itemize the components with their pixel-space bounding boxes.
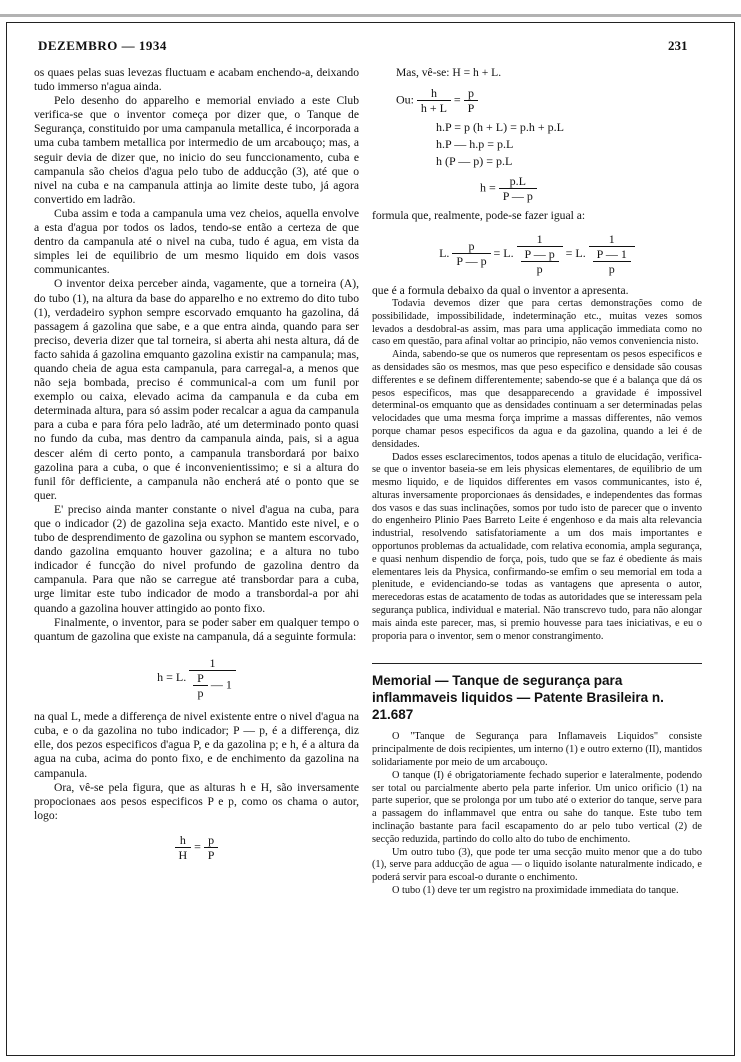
paragraph: O tanque (I) é obrigatoriamente fechado superior e lateralmente, podendo ser total ou parcialmente aberto pela parte inferior. Um unico orificio (1) na parte superior, que se prolonga por um tubo até o exterior do tanque, serve para a passagem do inflammavel que entra ou sahe do tanque. Este tubo tem inclinação bastante para facil escapamento do ar pelo tubo vertical (2) de secção reduzida, partindo do collo alto do tubo de enchimento. <box>372 769 702 845</box>
paragraph: O "Tanque de Segurança para Inflamaveis Liquidos" consiste principalmente de dois recipientes, um interno (1) e outro externo (II), mantidos solidariamente por meio de um arcabouço. <box>372 731 702 769</box>
paragraph: Todavia devemos dizer que para certas demonstrações como de possibilidade, impossibilidade, indeterminação etc., muitas vezes somos levados a desdobral-as assim, mas para uma applicação immediata como no caso em questão, para afinal voltar ao principio, não vemos conveniencia nisto. <box>372 297 702 348</box>
paragraph: Ainda, sabendo-se que os numeros que representam os pesos especificos e as densidades são os mesmos, mas que peso especifico e densidade são cousas differentes e se definem differentemente; sabendo-se que é a balança que dá os pesos especificos, mas que desapparecendo a gravidade é impossivel determinal-os emquanto que as densidades continuam a ser determinadas pelas velocidades que uma mesma força imprime a massas differentes, não vemos porque chamar pesos especificos da agua e da gazolina, quando a lei é de densidades. <box>372 349 702 450</box>
paragraph: E' preciso ainda manter constante o nivel d'agua na cuba, para que o indicador (2) de gazolina seja exacto. Mantido este nivel, e o tubo de desprendimento de gazolina ou syphon se mantem escorvado, dando gazolina emquanto houver gazolina; e a altura no tubo indicador é funcção do nivel profundo de gazolina dentro da campanula. Para que não se carregue até transbordar para a cuba, urge limitar este tubo indicador de modo a transbordal-a por ahi quando a gazolina houver attingido ao ponto fixo. <box>34 502 359 615</box>
paragraph: O inventor deixa perceber ainda, vagamente, que a torneira (A), do tubo (1), na altura da base do apparelho e no extremo do dito tubo (1), verdadeiro syphon sempre escorvado emquanto ha gazolina, dá passagem á gazolina que sabe, e a que entra ainda, quando para ser preciso, deveria dizer que tal torneira, si aberta ahi nesta altura, dá de facto sahida á gazolina emquanto gazolina existir na campanula; mas, quando cheia de agua esta campanula, para carregal-a, a menos que não seja bombada, preciso é communical-a com um funil por exemplo ou caixa, elevado acima da campanula e da cuba em determinada altura, para só assim poder recalcar a agua da campanula para a cuba e para fóra pelo ladrão, até um determinado ponto quasi no fundo da cuba, mas dentro da campanula ainda, pais, si a agua descer além di certo ponto, a campanula transbordará por baixo gazolina para a cuba, o que é inconvenientissimo; e si a altura do funil fôr defficiente, a campanula não encherá até o ponto que se quer. <box>34 277 359 502</box>
formula-expanded: L. $\frac{p}{P — p}$ = L. $\frac{1}{\frac{P — p}{p}}$ = L. $\frac{1}{\frac{P — 1}{p}}$ <box>372 232 702 276</box>
right-column <box>372 66 702 898</box>
paragraph: Cuba assim e toda a campanula uma vez cheios, aquella envolve a esta d'agua por todos os lados, tendo-se então a certeza de que dentro da campanula até o nivel na cuba, tudo é agua, em vista da simples lei de equilibrio de um mesmo liquido em dois vasos communicantes. <box>34 206 359 277</box>
formula-main: h = L. 1 $\frac{P}{p}$ — 1 <box>34 656 359 700</box>
section-divider <box>372 663 702 664</box>
paragraph: Dados esses esclarecimentos, todos apenas a titulo de elucidação, verifica-se que o inventor baseia-se em leis physicas elementares, de equilibrio de um mesmo liquido, e de liquidos differentes em vasos communicantes, isto é, alturas inversamente proporcionaes ás densidades, e independentes das formas dos vasos e das suas inclinações, somos por tudo isto de parecer que o invento do engenheiro Plinio Paes Barreto Leite é engenhoso e da mais alta relevancia industrial, resolvendo satisfatoriamente a um dos mais importantes e opportunos problemas da actualidade, com relativa economia, ampla segurança, e quasi nenhum dispendio de força, pois, tudo que se faz é obediente ás mais elementares leis da Physica, confirmando-se emfim o seu memorial em toda a plenitude, e evidenciando-se todas as vantagens que apresenta o autor, merecedoras estas de acatamento de todas as autoridades que se interessam pela segurança publica, individual e material. Não transcrevo tudo, para não alongar mais ainda este parecer, mas, si premio houvesse para taes iniciativas, e eu o proporia para o inventor, sem o menor constrangimento. <box>372 451 702 642</box>
paragraph: Ora, vê-se pela figura, que as alturas h e H, são inversamente propocionaes aos pesos especificos P e p, como os chama o autor, logo: <box>34 780 359 822</box>
paragraph: Pelo desenho do apparelho e memorial enviado a este Club verifica-se que o inventor começa por dizer que, o Tanque de Segurança, constituido por uma campanula metallica, é incorporada a uma cuba tambem metallica por intermedio de um arcabouço; mas, a seguir devia de dizer que, no inicio do seu funccionamento, cuba e campanula são cheios d'agua pelo tubo de adducção (3), até que o nivel na cuba e na campanula attinja ao limite deste tubo, já agora convertido em ladrão. <box>34 94 359 206</box>
paragraph: os quaes pelas suas levezas fluctuam e acabam enchendo-a, deixando tudo immerso n'agua ainda. <box>34 66 359 94</box>
paragraph: Finalmente, o inventor, para se poder saber em qualquer tempo o quantum de gazolina que existe na campanula, dá a seguinte formula: <box>34 615 359 643</box>
top-scan-strip <box>0 8 741 18</box>
paragraph: Mas, vê-se: H = h + L. <box>396 66 502 79</box>
running-header: DEZEMBRO — 1934 <box>38 38 167 53</box>
section-heading: Memorial — Tanque de segurança para inflammaveis liquidos — Patente Brasileira n. 21.687 <box>372 673 664 723</box>
formula-steps: h.P = p (h + L) = p.h + p.L h.P — h.p = p.L h (P — p) = p.L <box>436 120 564 169</box>
paragraph: formula que, realmente, pode-se fazer igual a: <box>372 209 586 223</box>
paragraph: O tubo (1) deve ter um registro na proximidade immediata do tanque. <box>392 885 679 897</box>
left-column <box>34 66 359 862</box>
page-number: 231 <box>668 38 688 53</box>
paragraph: na qual L, mede a differença de nivel existente entre o nivel d'agua na cuba, e o da gazolina no tubo indicador; P — p, é a differença, diz elle, dos pezos especificos d'agua P, e da gazolina p; e h, é a altura da agua na cuba, acima do ponto fixo, e de enchimento da gazolina na campanula. <box>34 710 359 780</box>
formula-fraction: 1 $\frac{P}{p}$ — 1 <box>189 656 236 700</box>
formula-h: h = $\frac{p.L}{P — p}$ <box>480 174 702 203</box>
formula-ratio: $\frac{h}{H}$ = $\frac{p}{P}$ <box>34 833 359 862</box>
paragraph: que é a formula debaixo da qual o inventor a apresenta. <box>372 283 629 297</box>
paragraph: Um outro tubo (3), que pode ter uma secção muito menor que a do tubo (1), serve para adducção de agua — o liquido isolante naturalmente indicado, e poderá servir para escoal-o durante o enchimento. <box>372 846 702 884</box>
formula-ou: Ou: $\frac{h}{h + L}$ = $\frac{p}{P}$ <box>396 86 702 115</box>
